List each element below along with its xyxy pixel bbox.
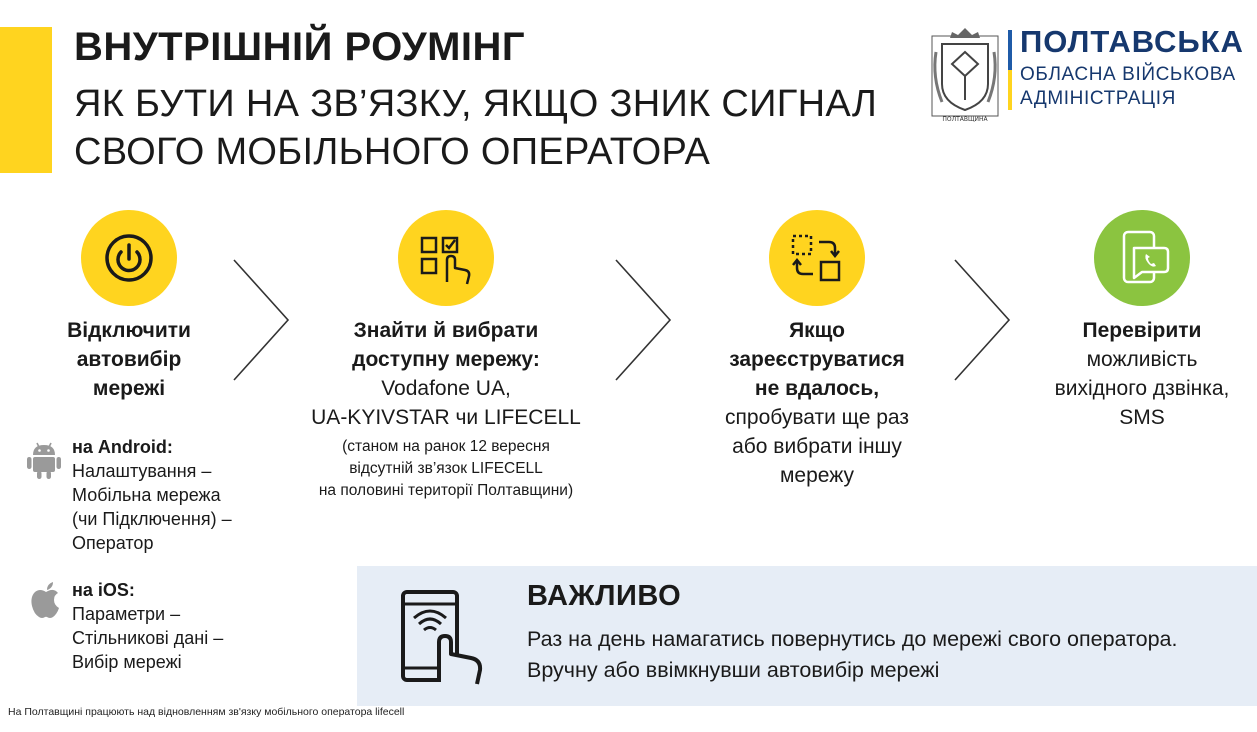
subtitle-line: ЯК БУТИ НА ЗВ’ЯЗКУ, ЯКЩО ЗНИК СИГНАЛ	[74, 83, 878, 125]
page-title: ВНУТРІШНІЙ РОУМІНГ	[74, 25, 526, 69]
ios-line: Стільникові дані –	[72, 628, 224, 648]
android-icon	[26, 440, 62, 480]
step-line: Якщо	[789, 319, 845, 342]
android-line: Налаштування –	[72, 461, 212, 481]
android-line: (чи Підключення) –	[72, 509, 232, 529]
phone-call-icon	[1112, 228, 1172, 288]
step-4-text	[1030, 316, 1254, 432]
step-line: можливість	[1086, 348, 1198, 371]
step-1-text	[24, 316, 234, 403]
apple-icon	[28, 580, 64, 620]
step-line: мережу	[779, 464, 855, 487]
switch-network-icon	[787, 228, 847, 288]
footnote: На Полтавщині працюють над відновленням зв'язку мобільного оператора lifecell	[8, 706, 405, 718]
coat-of-arms-icon	[928, 22, 1002, 122]
step-2-icon	[398, 210, 494, 306]
android-instructions	[72, 435, 232, 555]
important-line: Раз на день намагатись повернутись до мережі свого оператора.	[527, 627, 1178, 651]
android-line: Оператор	[72, 533, 154, 553]
org-logo	[925, 22, 1250, 122]
chevron-right-icon	[232, 258, 292, 382]
step-note: (станом на ранок 12 вересня	[342, 438, 550, 455]
important-panel	[357, 566, 1257, 706]
logo-name: ПОЛТАВСЬКА	[1020, 24, 1244, 59]
step-line: або вибрати іншу	[732, 435, 902, 458]
ios-label: на iOS:	[72, 580, 135, 600]
step-line: не вдалось,	[754, 377, 880, 400]
step-line: UA-KYIVSTAR чи LIFECELL	[311, 406, 581, 429]
step-line: Відключити	[67, 319, 191, 342]
step-2-text	[296, 316, 596, 502]
chevron-right-icon	[614, 258, 674, 382]
android-line: Мобільна мережа	[72, 485, 221, 505]
step-line: Перевірити	[1082, 319, 1202, 342]
flag-bar	[1008, 30, 1012, 110]
step-line: вихідного дзвінка,	[1054, 377, 1230, 400]
logo-line: АДМІНІСТРАЦІЯ	[1020, 88, 1176, 109]
important-title: ВАЖЛИВО	[527, 580, 682, 612]
subtitle-line: СВОГО МОБІЛЬНОГО ОПЕРАТОРА	[74, 131, 711, 173]
step-1-icon	[81, 210, 177, 306]
chevron-right-icon	[953, 258, 1013, 382]
step-note: на половині території Полтавщини)	[318, 482, 574, 499]
important-text	[527, 624, 1178, 686]
important-line: Вручну або ввімкнувши автовибір мережі	[527, 658, 940, 682]
step-note: відсутній зв’язок LIFECELL	[349, 460, 543, 477]
step-line: Vodafone UA,	[381, 377, 511, 400]
step-4-icon	[1094, 210, 1190, 306]
crest-label: ПОЛТАВЩИНА	[942, 116, 988, 122]
step-line: SMS	[1119, 406, 1165, 429]
step-3-icon	[769, 210, 865, 306]
step-line: зареєструватися	[729, 348, 905, 371]
ios-instructions	[72, 578, 223, 674]
ios-line: Параметри –	[72, 604, 181, 624]
tablet-tap-icon	[397, 588, 497, 688]
page-subtitle	[74, 80, 877, 176]
step-line: доступну мережу:	[352, 348, 540, 371]
android-label: на Android:	[72, 437, 173, 457]
step-3-text	[702, 316, 932, 490]
step-line: Знайти й вибрати	[353, 319, 539, 342]
power-icon	[99, 228, 159, 288]
touch-select-icon	[416, 228, 476, 288]
logo-line: ОБЛАСНА ВІЙСЬКОВА	[1020, 64, 1236, 85]
step-line: автовибір	[76, 348, 182, 371]
ios-line: Вибір мережі	[72, 652, 182, 672]
step-line: мережі	[92, 377, 166, 400]
step-line: спробувати ще раз	[725, 406, 909, 429]
accent-bar	[0, 27, 52, 173]
